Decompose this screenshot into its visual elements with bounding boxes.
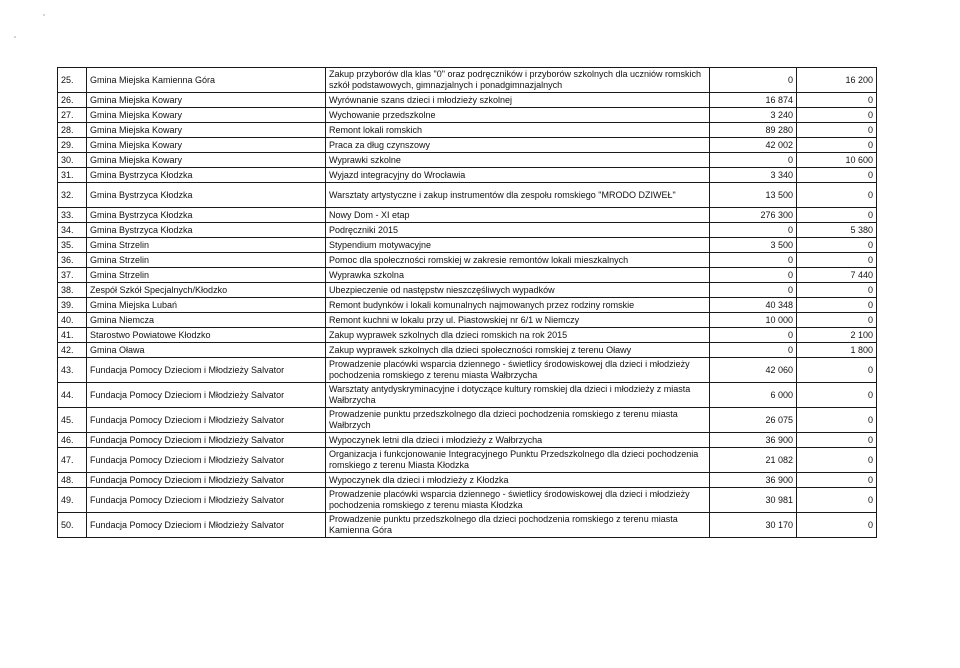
beneficiary-name: Fundacja Pomocy Dzieciom i Młodzieży Salvator xyxy=(87,488,326,513)
amount-col-1: 10 000 xyxy=(710,313,797,328)
row-number: 28. xyxy=(58,123,87,138)
amount-col-2: 0 xyxy=(797,298,877,313)
amount-col-1: 0 xyxy=(710,253,797,268)
row-number: 40. xyxy=(58,313,87,328)
task-description: Prowadzenie punktu przedszkolnego dla dzieci pochodzenia romskiego z terenu miasta Wałbrzych xyxy=(326,408,710,433)
table-row xyxy=(58,123,877,138)
beneficiary-name: Fundacja Pomocy Dzieciom i Młodzieży Salvator xyxy=(87,383,326,408)
beneficiary-name: Fundacja Pomocy Dzieciom i Młodzieży Salvator xyxy=(87,408,326,433)
amount-col-1: 16 874 xyxy=(710,93,797,108)
beneficiary-name: Gmina Strzelin xyxy=(87,238,326,253)
task-description: Remont budynków i lokali komunalnych najmowanych przez rodziny romskie xyxy=(326,298,710,313)
amount-col-1: 3 240 xyxy=(710,108,797,123)
beneficiary-name: Fundacja Pomocy Dzieciom i Młodzieży Salvator xyxy=(87,358,326,383)
beneficiary-name: Gmina Bystrzyca Kłodzka xyxy=(87,208,326,223)
beneficiary-name: Gmina Strzelin xyxy=(87,268,326,283)
scan-speck xyxy=(43,14,45,16)
table-row xyxy=(58,208,877,223)
task-description: Zakup wyprawek szkolnych dla dzieci romskich na rok 2015 xyxy=(326,328,710,343)
amount-col-2: 0 xyxy=(797,473,877,488)
task-description: Ubezpieczenie od następstw nieszczęśliwych wypadków xyxy=(326,283,710,298)
beneficiary-name: Gmina Miejska Kamienna Góra xyxy=(87,68,326,93)
amount-col-2: 0 xyxy=(797,138,877,153)
row-number: 29. xyxy=(58,138,87,153)
task-description: Warsztaty artystyczne i zakup instrumentów dla zespołu romskiego "MRODO DZIWEŁ" xyxy=(326,183,710,208)
table-row xyxy=(58,488,877,513)
table-row xyxy=(58,268,877,283)
beneficiary-name: Zespół Szkół Specjalnych/Kłodzko xyxy=(87,283,326,298)
task-description: Wyprawki szkolne xyxy=(326,153,710,168)
beneficiary-name: Gmina Miejska Kowary xyxy=(87,93,326,108)
task-description: Prowadzenie punktu przedszkolnego dla dzieci pochodzenia romskiego z terenu miasta Kamienna Góra xyxy=(326,513,710,538)
beneficiary-name: Fundacja Pomocy Dzieciom i Młodzieży Salvator xyxy=(87,448,326,473)
beneficiary-name: Gmina Bystrzyca Kłodzka xyxy=(87,183,326,208)
row-number: 41. xyxy=(58,328,87,343)
beneficiary-name: Gmina Bystrzyca Kłodzka xyxy=(87,168,326,183)
amount-col-1: 3 340 xyxy=(710,168,797,183)
task-description: Remont kuchni w lokalu przy ul. Piastowskiej nr 6/1 w Niemczy xyxy=(326,313,710,328)
beneficiary-name: Gmina Strzelin xyxy=(87,253,326,268)
amount-col-1: 13 500 xyxy=(710,183,797,208)
table-row xyxy=(58,358,877,383)
row-number: 38. xyxy=(58,283,87,298)
table-row xyxy=(58,93,877,108)
row-number: 33. xyxy=(58,208,87,223)
table-row xyxy=(58,433,877,448)
amount-col-2: 0 xyxy=(797,123,877,138)
beneficiary-name: Fundacja Pomocy Dzieciom i Młodzieży Salvator xyxy=(87,473,326,488)
row-number: 49. xyxy=(58,488,87,513)
beneficiary-name: Fundacja Pomocy Dzieciom i Młodzieży Salvator xyxy=(87,433,326,448)
amount-col-2: 0 xyxy=(797,313,877,328)
task-description: Remont lokali romskich xyxy=(326,123,710,138)
amount-col-2: 0 xyxy=(797,383,877,408)
amount-col-2: 1 800 xyxy=(797,343,877,358)
table-row xyxy=(58,328,877,343)
row-number: 43. xyxy=(58,358,87,383)
amount-col-2: 0 xyxy=(797,253,877,268)
amount-col-1: 42 060 xyxy=(710,358,797,383)
task-description: Wychowanie przedszkolne xyxy=(326,108,710,123)
table-row xyxy=(58,408,877,433)
row-number: 27. xyxy=(58,108,87,123)
amount-col-2: 0 xyxy=(797,93,877,108)
amount-col-2: 0 xyxy=(797,488,877,513)
beneficiary-name: Gmina Oława xyxy=(87,343,326,358)
beneficiary-name: Gmina Miejska Kowary xyxy=(87,153,326,168)
task-description: Praca za dług czynszowy xyxy=(326,138,710,153)
task-description: Wyrównanie szans dzieci i młodzieży szkolnej xyxy=(326,93,710,108)
amount-col-1: 3 500 xyxy=(710,238,797,253)
task-description: Nowy Dom - XI etap xyxy=(326,208,710,223)
row-number: 31. xyxy=(58,168,87,183)
amount-col-2: 0 xyxy=(797,183,877,208)
task-description: Prowadzenie placówki wsparcia dziennego - świetlicy środowiskowej dla dzieci i młodzieży pochodzenia romskiego z terenu miasta Wałbrzycha xyxy=(326,358,710,383)
amount-col-2: 16 200 xyxy=(797,68,877,93)
task-description: Wypoczynek letni dla dzieci i młodzieży z Wałbrzycha xyxy=(326,433,710,448)
table-row xyxy=(58,448,877,473)
amount-col-2: 0 xyxy=(797,283,877,298)
amount-col-1: 21 082 xyxy=(710,448,797,473)
table-row xyxy=(58,313,877,328)
amount-col-2: 0 xyxy=(797,408,877,433)
task-description: Wyjazd integracyjny do Wrocławia xyxy=(326,168,710,183)
amount-col-2: 10 600 xyxy=(797,153,877,168)
amount-col-2: 0 xyxy=(797,168,877,183)
row-number: 37. xyxy=(58,268,87,283)
table-row xyxy=(58,138,877,153)
amount-col-1: 6 000 xyxy=(710,383,797,408)
task-description: Wypoczynek dla dzieci i młodzieży z Kłodzka xyxy=(326,473,710,488)
amount-col-1: 0 xyxy=(710,283,797,298)
row-number: 46. xyxy=(58,433,87,448)
table-row xyxy=(58,343,877,358)
row-number: 44. xyxy=(58,383,87,408)
row-number: 32. xyxy=(58,183,87,208)
task-description: Prowadzenie placówki wsparcia dziennego - świetlicy środowiskowej dla dzieci i młodzieży pochodzenia romskiego z terenu miasta Kłodzka xyxy=(326,488,710,513)
grant-table xyxy=(57,67,877,538)
amount-col-1: 0 xyxy=(710,343,797,358)
table-row xyxy=(58,223,877,238)
amount-col-1: 30 170 xyxy=(710,513,797,538)
table-row xyxy=(58,183,877,208)
amount-col-1: 26 075 xyxy=(710,408,797,433)
table-row xyxy=(58,108,877,123)
row-number: 30. xyxy=(58,153,87,168)
amount-col-1: 0 xyxy=(710,223,797,238)
amount-col-1: 0 xyxy=(710,268,797,283)
table-row xyxy=(58,298,877,313)
table-row xyxy=(58,238,877,253)
table-row xyxy=(58,473,877,488)
row-number: 45. xyxy=(58,408,87,433)
amount-col-1: 0 xyxy=(710,328,797,343)
grant-table-body xyxy=(58,68,877,538)
row-number: 36. xyxy=(58,253,87,268)
task-description: Organizacja i funkcjonowanie Integracyjnego Punktu Przedszkolnego dla dzieci pochodzenia romskiego z terenu Miasta Kłodzka xyxy=(326,448,710,473)
amount-col-2: 0 xyxy=(797,238,877,253)
amount-col-2: 0 xyxy=(797,108,877,123)
row-number: 25. xyxy=(58,68,87,93)
row-number: 42. xyxy=(58,343,87,358)
amount-col-1: 30 981 xyxy=(710,488,797,513)
row-number: 47. xyxy=(58,448,87,473)
amount-col-2: 0 xyxy=(797,448,877,473)
table-row xyxy=(58,383,877,408)
amount-col-1: 36 900 xyxy=(710,473,797,488)
beneficiary-name: Gmina Miejska Kowary xyxy=(87,138,326,153)
task-description: Wyprawka szkolna xyxy=(326,268,710,283)
task-description: Pomoc dla społeczności romskiej w zakresie remontów lokali mieszkalnych xyxy=(326,253,710,268)
amount-col-1: 276 300 xyxy=(710,208,797,223)
task-description: Stypendium motywacyjne xyxy=(326,238,710,253)
table-row xyxy=(58,513,877,538)
row-number: 35. xyxy=(58,238,87,253)
task-description: Zakup przyborów dla klas "0" oraz podręczników i przyborów szkolnych dla uczniów romskich szkół podstawowych, gimnazjalnych i ponadgimnazjalnych xyxy=(326,68,710,93)
amount-col-2: 2 100 xyxy=(797,328,877,343)
amount-col-1: 89 280 xyxy=(710,123,797,138)
beneficiary-name: Starostwo Powiatowe Kłodzko xyxy=(87,328,326,343)
amount-col-2: 0 xyxy=(797,358,877,383)
amount-col-1: 0 xyxy=(710,68,797,93)
beneficiary-name: Fundacja Pomocy Dzieciom i Młodzieży Salvator xyxy=(87,513,326,538)
amount-col-1: 36 900 xyxy=(710,433,797,448)
scan-speck xyxy=(14,36,16,38)
row-number: 48. xyxy=(58,473,87,488)
amount-col-1: 40 348 xyxy=(710,298,797,313)
task-description: Podręczniki 2015 xyxy=(326,223,710,238)
beneficiary-name: Gmina Miejska Kowary xyxy=(87,123,326,138)
row-number: 39. xyxy=(58,298,87,313)
table-row xyxy=(58,253,877,268)
amount-col-2: 0 xyxy=(797,513,877,538)
amount-col-2: 0 xyxy=(797,208,877,223)
beneficiary-name: Gmina Niemcza xyxy=(87,313,326,328)
amount-col-1: 0 xyxy=(710,153,797,168)
beneficiary-name: Gmina Miejska Lubań xyxy=(87,298,326,313)
beneficiary-name: Gmina Bystrzyca Kłodzka xyxy=(87,223,326,238)
task-description: Warsztaty antydyskryminacyjne i dotyczące kultury romskiej dla dzieci i młodzieży z miasta Wałbrzycha xyxy=(326,383,710,408)
amount-col-2: 5 380 xyxy=(797,223,877,238)
table-row xyxy=(58,168,877,183)
table-row xyxy=(58,153,877,168)
amount-col-2: 7 440 xyxy=(797,268,877,283)
task-description: Zakup wyprawek szkolnych dla dzieci społeczności romskiej z terenu Oławy xyxy=(326,343,710,358)
beneficiary-name: Gmina Miejska Kowary xyxy=(87,108,326,123)
row-number: 26. xyxy=(58,93,87,108)
amount-col-2: 0 xyxy=(797,433,877,448)
table-row xyxy=(58,68,877,93)
amount-col-1: 42 002 xyxy=(710,138,797,153)
row-number: 50. xyxy=(58,513,87,538)
row-number: 34. xyxy=(58,223,87,238)
table-row xyxy=(58,283,877,298)
